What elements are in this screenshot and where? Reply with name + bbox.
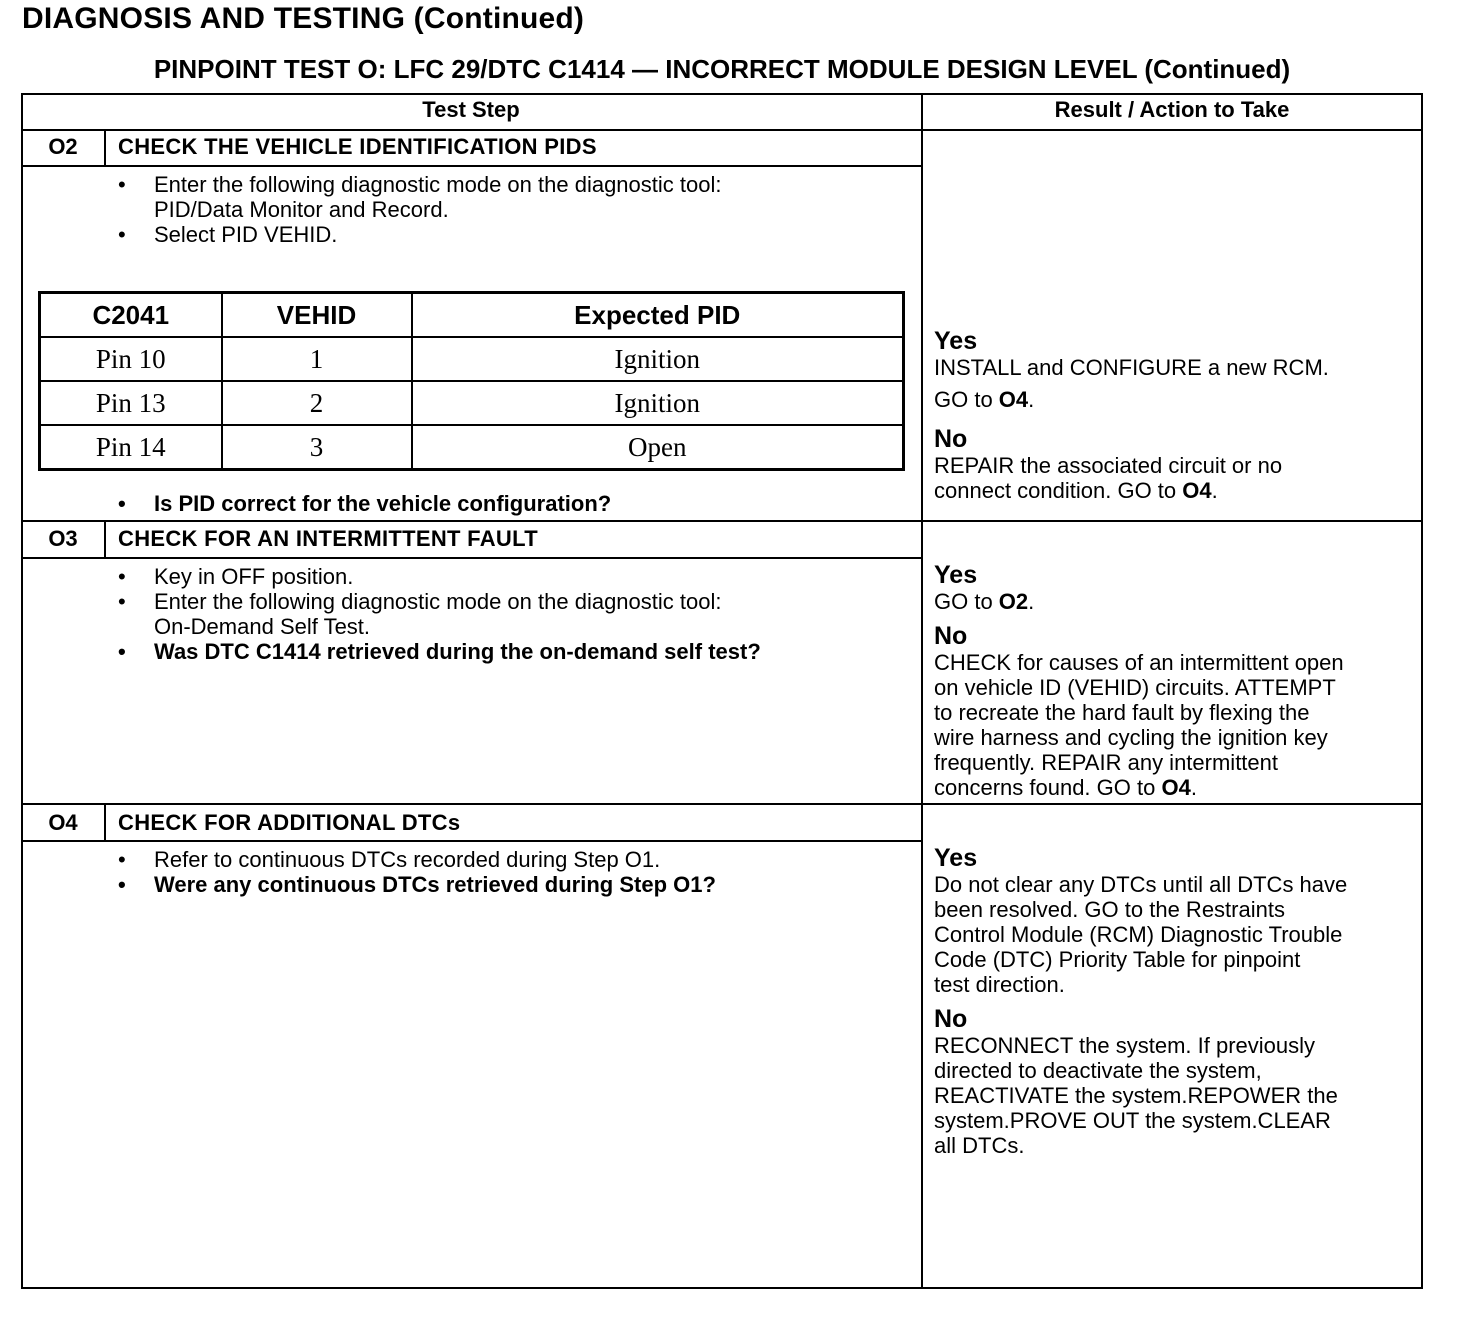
yes-goto: GO to O2.: [934, 589, 1035, 614]
table-row: [40, 337, 904, 381]
list-item: • Refer to continuous DTCs recorded during Step O1.: [114, 847, 914, 872]
no-label: No: [934, 1005, 968, 1033]
no-action: RECONNECT the system. If previously directed to deactivate the system, REACTIVATE the system.REPOWER the system.PROVE OUT the system.CLEAR all DTCs.: [934, 1033, 1338, 1158]
table-row: [40, 381, 904, 425]
table-cell: Open: [412, 425, 904, 470]
table-cell: Pin 13: [40, 381, 222, 425]
step-o2-question: [114, 491, 914, 516]
step-o4-result: [934, 844, 1418, 1158]
table-cell: 2: [222, 381, 412, 425]
table-header-row: [40, 293, 904, 338]
list-item: • Key in OFF position.: [114, 564, 914, 589]
step-number: O2: [48, 134, 78, 159]
column-divider: [921, 93, 923, 1289]
table-cell: Ignition: [412, 381, 904, 425]
step-o2-title-rule: [21, 165, 922, 167]
yes-goto: GO to O4.: [934, 387, 1035, 412]
list-item: • Enter the following diagnostic mode on the diagnostic tool: PID/Data Monitor and Record.: [114, 172, 914, 222]
list-item: • Was DTC C1414 retrieved during the on-demand self test?: [114, 639, 914, 664]
list-item: • Were any continuous DTCs retrieved during Step O1?: [114, 872, 914, 897]
column-header: Expected PID: [412, 293, 904, 338]
list-item: • Select PID VEHID.: [114, 222, 914, 247]
table-cell: Pin 10: [40, 337, 222, 381]
yes-label: Yes: [934, 844, 978, 872]
page-title: DIAGNOSIS AND TESTING (Continued): [22, 2, 585, 35]
no-action: CHECK for causes of an intermittent open on vehicle ID (VEHID) circuits. ATTEMPT to recreate the hard fault by flexing the wire harness and cycling the ignition key frequently. REPAIR any intermittent concerns found. GO to O4.: [934, 650, 1344, 800]
step-o2-end-rule: [21, 520, 1423, 522]
no-action: REPAIR the associated circuit or no connect condition. GO to O4.: [934, 453, 1283, 503]
step-o4-title-rule: [21, 840, 922, 842]
step-number: O4: [48, 810, 78, 835]
table-cell: Ignition: [412, 337, 904, 381]
pid-table: [38, 291, 905, 471]
table-cell: 1: [222, 337, 412, 381]
step-title: CHECK FOR AN INTERMITTENT FAULT: [118, 526, 538, 551]
header-rule: [21, 129, 1423, 131]
yes-label: Yes: [934, 327, 978, 355]
column-header: VEHID: [222, 293, 412, 338]
step-o3-result: [934, 561, 1418, 800]
pinpoint-test-title: PINPOINT TEST O: LFC 29/DTC C1414 — INCORRECT MODULE DESIGN LEVEL (Continued): [153, 54, 1291, 84]
step-title: CHECK THE VEHICLE IDENTIFICATION PIDS: [118, 134, 597, 159]
table-cell: Pin 14: [40, 425, 222, 470]
step-number: O3: [48, 526, 78, 551]
step-o2-num-divider: [104, 129, 106, 166]
yes-label: Yes: [934, 561, 978, 589]
step-o4-instructions: [114, 847, 914, 897]
yes-action: Do not clear any DTCs until all DTCs have been resolved. GO to the Restraints Control Module (RCM) Diagnostic Trouble Code (DTC) Priority Table for pinpoint test direction.: [934, 872, 1348, 997]
step-o2-result: [934, 327, 1418, 503]
step-o4-num-divider: [104, 803, 106, 841]
header-test-step: Test Step: [422, 97, 520, 122]
step-o2-instructions: [114, 172, 914, 247]
header-result: Result / Action to Take: [1054, 97, 1290, 122]
step-o3-instructions: [114, 564, 914, 664]
no-label: No: [934, 622, 968, 650]
table-row: [40, 425, 904, 470]
table-cell: 3: [222, 425, 412, 470]
step-o3-end-rule: [21, 803, 1423, 805]
no-label: No: [934, 425, 968, 453]
step-title: CHECK FOR ADDITIONAL DTCs: [118, 810, 461, 835]
list-item: • Enter the following diagnostic mode on the diagnostic tool: On-Demand Self Test.: [114, 589, 914, 639]
column-header: C2041: [40, 293, 222, 338]
yes-action: INSTALL and CONFIGURE a new RCM.: [934, 355, 1329, 380]
list-item: • Is PID correct for the vehicle configuration?: [114, 491, 914, 516]
step-o3-num-divider: [104, 520, 106, 558]
step-o3-title-rule: [21, 557, 922, 559]
